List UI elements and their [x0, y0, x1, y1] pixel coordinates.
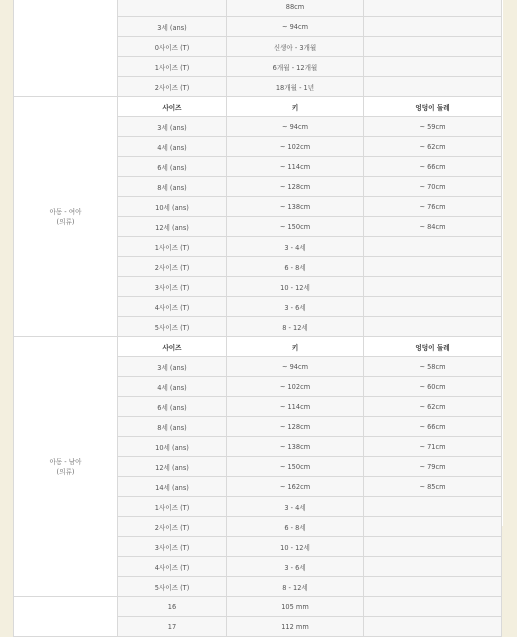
- height-cell: ~ 102cm: [227, 377, 364, 397]
- hip-cell: [364, 17, 502, 37]
- column-header-hip: 엉덩이 둘레: [364, 97, 502, 117]
- hip-cell: [364, 597, 502, 617]
- hip-cell: [364, 557, 502, 577]
- height-cell: ~ 114cm: [227, 397, 364, 417]
- height-cell: ~ 114cm: [227, 157, 364, 177]
- height-cell: ~ 138cm: [227, 197, 364, 217]
- hip-cell: ~ 62cm: [364, 397, 502, 417]
- height-cell: 18개월 - 1년: [227, 77, 364, 97]
- category-label: [14, 0, 118, 97]
- hip-cell: [364, 617, 502, 637]
- hip-cell: ~ 70cm: [364, 177, 502, 197]
- height-cell: ~ 128cm: [227, 417, 364, 437]
- hip-cell: ~ 66cm: [364, 157, 502, 177]
- height-cell: ~ 162cm: [227, 477, 364, 497]
- size-cell: 5사이즈 (T): [118, 577, 227, 597]
- height-cell: 8 - 12세: [227, 577, 364, 597]
- hip-cell: ~ 84cm: [364, 217, 502, 237]
- header-row: [14, 337, 502, 357]
- size-cell: 3사이즈 (T): [118, 537, 227, 557]
- size-cell: 1사이즈 (T): [118, 497, 227, 517]
- header-row: [14, 97, 502, 117]
- size-cell: 3세 (ans): [118, 357, 227, 377]
- height-cell: ~ 128cm: [227, 177, 364, 197]
- size-cell: 3사이즈 (T): [118, 277, 227, 297]
- size-cell: 10세 (ans): [118, 197, 227, 217]
- hip-cell: [364, 0, 502, 17]
- size-cell: 3세 (ans): [118, 117, 227, 137]
- category-type: (의류): [56, 217, 75, 226]
- size-cell: 4세 (ans): [118, 377, 227, 397]
- hip-cell: [364, 517, 502, 537]
- category-name: 아동 - 남아: [49, 457, 82, 466]
- size-cell: 12세 (ans): [118, 457, 227, 477]
- size-cell: 5사이즈 (T): [118, 317, 227, 337]
- size-cell: 14세 (ans): [118, 477, 227, 497]
- height-cell: 신생아 - 3개월: [227, 37, 364, 57]
- height-cell: 3 - 6세: [227, 297, 364, 317]
- height-cell: 105 mm: [227, 597, 364, 617]
- hip-cell: ~ 62cm: [364, 137, 502, 157]
- category-label-boys: [14, 337, 118, 597]
- size-chart-page: [13, 0, 503, 631]
- hip-cell: ~ 76cm: [364, 197, 502, 217]
- column-header-height: 키: [227, 97, 364, 117]
- category-label: [14, 597, 118, 637]
- hip-cell: [364, 257, 502, 277]
- height-cell: ~ 94cm: [227, 17, 364, 37]
- size-cell: 4세 (ans): [118, 137, 227, 157]
- table-row: [14, 597, 502, 617]
- hip-cell: ~ 59cm: [364, 117, 502, 137]
- size-cell: 8세 (ans): [118, 177, 227, 197]
- hip-cell: ~ 71cm: [364, 437, 502, 457]
- height-cell: 6개월 - 12개월: [227, 57, 364, 77]
- size-cell: 17: [118, 617, 227, 637]
- hip-cell: [364, 537, 502, 557]
- height-cell: 3 - 4세: [227, 497, 364, 517]
- height-cell: 88cm: [227, 0, 364, 17]
- hip-cell: [364, 577, 502, 597]
- size-cell: 2사이즈 (T): [118, 257, 227, 277]
- height-cell: 10 - 12세: [227, 537, 364, 557]
- category-label-girls: [14, 97, 118, 337]
- hip-cell: ~ 66cm: [364, 417, 502, 437]
- size-cell: 1사이즈 (T): [118, 237, 227, 257]
- column-header-height: 키: [227, 337, 364, 357]
- size-cell: 16: [118, 597, 227, 617]
- height-cell: 3 - 6세: [227, 557, 364, 577]
- hip-cell: ~ 85cm: [364, 477, 502, 497]
- height-cell: 6 - 8세: [227, 257, 364, 277]
- table-row: [14, 0, 502, 17]
- size-cell: 1사이즈 (T): [118, 57, 227, 77]
- size-cell: 0사이즈 (T): [118, 37, 227, 57]
- hip-cell: [364, 77, 502, 97]
- size-cell: 10세 (ans): [118, 437, 227, 457]
- column-header-size: 사이즈: [118, 337, 227, 357]
- height-cell: ~ 138cm: [227, 437, 364, 457]
- height-cell: 6 - 8세: [227, 517, 364, 537]
- size-cell: 2사이즈 (T): [118, 77, 227, 97]
- hip-cell: [364, 237, 502, 257]
- height-cell: ~ 94cm: [227, 357, 364, 377]
- hip-cell: ~ 60cm: [364, 377, 502, 397]
- height-cell: ~ 150cm: [227, 217, 364, 237]
- size-cell: 4사이즈 (T): [118, 297, 227, 317]
- column-header-size: 사이즈: [118, 97, 227, 117]
- height-cell: ~ 102cm: [227, 137, 364, 157]
- size-cell: 4사이즈 (T): [118, 557, 227, 577]
- size-cell: 12세 (ans): [118, 217, 227, 237]
- hip-cell: [364, 317, 502, 337]
- size-cell: 3세 (ans): [118, 17, 227, 37]
- hip-cell: [364, 297, 502, 317]
- column-header-hip: 엉덩이 둘레: [364, 337, 502, 357]
- size-chart-table: [13, 0, 502, 637]
- hip-cell: ~ 58cm: [364, 357, 502, 377]
- size-cell: 6세 (ans): [118, 397, 227, 417]
- height-cell: 8 - 12세: [227, 317, 364, 337]
- size-cell: [118, 0, 227, 17]
- height-cell: ~ 94cm: [227, 117, 364, 137]
- size-cell: 8세 (ans): [118, 417, 227, 437]
- height-cell: ~ 150cm: [227, 457, 364, 477]
- hip-cell: [364, 497, 502, 517]
- hip-cell: [364, 277, 502, 297]
- size-cell: 6세 (ans): [118, 157, 227, 177]
- height-cell: 112 mm: [227, 617, 364, 637]
- hip-cell: [364, 37, 502, 57]
- category-name: 아동 - 여아: [49, 207, 82, 216]
- hip-cell: ~ 79cm: [364, 457, 502, 477]
- category-type: (의류): [56, 467, 75, 476]
- height-cell: 10 - 12세: [227, 277, 364, 297]
- size-cell: 2사이즈 (T): [118, 517, 227, 537]
- height-cell: 3 - 4세: [227, 237, 364, 257]
- hip-cell: [364, 57, 502, 77]
